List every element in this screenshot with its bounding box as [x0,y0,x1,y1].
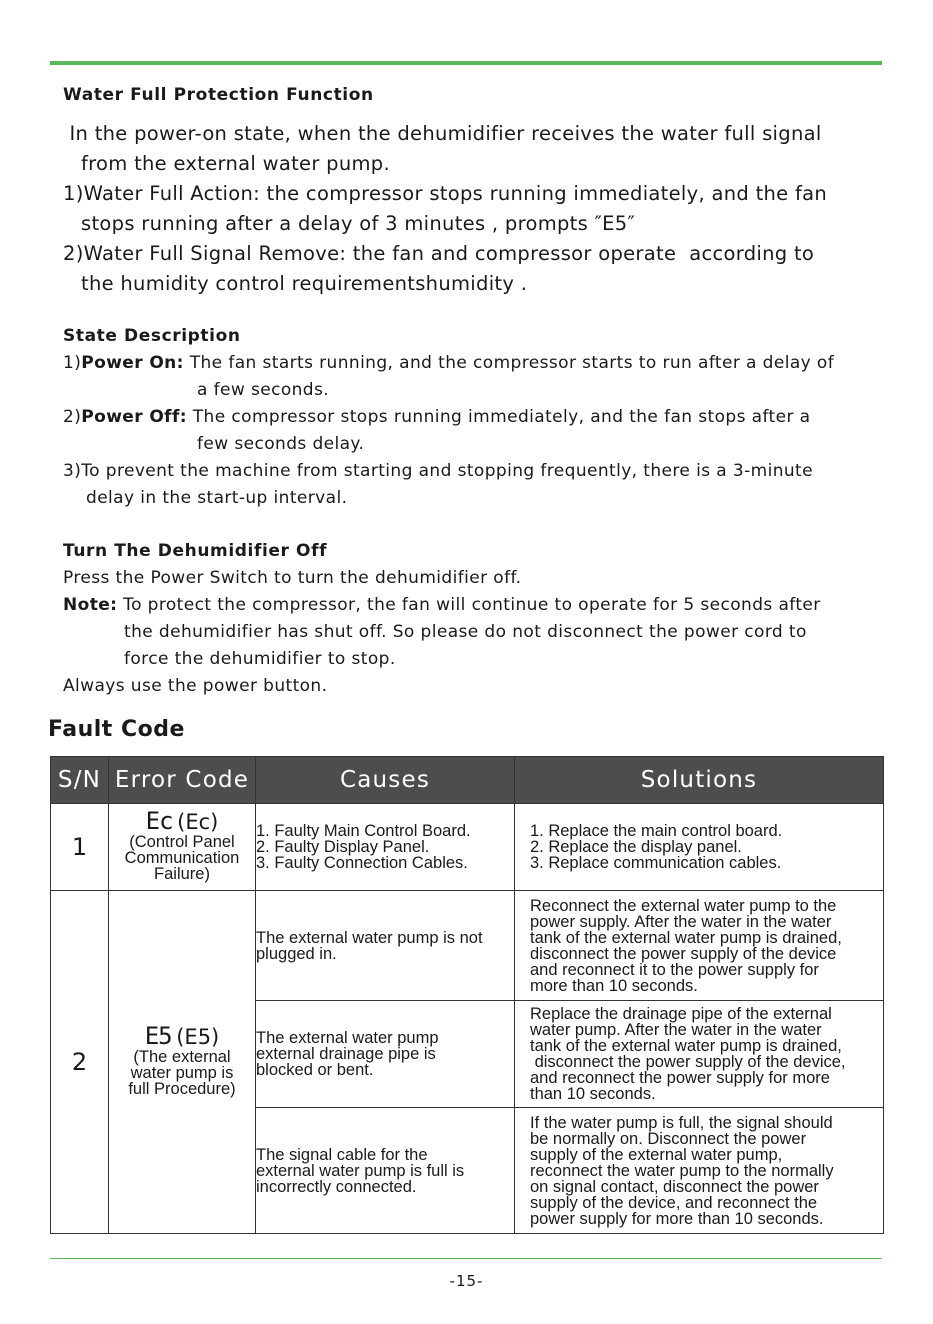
row1-code-desc-2: Communication [124,848,240,867]
state-item3-line1: 3)To prevent the machine from starting and stopping frequently, there is a 3-minute [63,461,813,481]
turn-off-note-line2: the dehumidifier has shut off. So please do not disconnect the power cord to [124,622,807,642]
row1-solution-2: 2. Replace the display panel. [530,838,742,856]
row1-error-code [109,804,256,891]
water-full-intro-1: In the power-on state, when the dehumidifier receives the water full signal [63,122,822,145]
row2-error-code [109,891,256,1234]
header-error-code: Error Code [109,757,256,804]
row2-sub1-cause-2: plugged in. [256,944,337,963]
row1-code-text: (Ec) [177,809,219,834]
row1-cause-3: 3. Faulty Connection Cables. [256,854,468,872]
row2-sub1-sol-2: power supply. After the water in the water [530,912,832,931]
table-row [51,891,884,1001]
row2-sub1-sol-5: and reconnect it to the power supply for [530,960,819,979]
row2-sub1-sol-4: disconnect the power supply of the device [530,944,837,963]
row2-sub3-sol-1: If the water pump is full, the signal should [530,1113,833,1132]
top-accent-bar [50,61,882,65]
row2-sub2-cause-1: The external water pump [256,1029,439,1047]
water-full-title: Water Full Protection Function [63,85,374,105]
fault-code-table [50,756,884,1234]
turn-off-title: Turn The Dehumidifier Off [63,541,328,561]
row2-code-desc-3: full Procedure) [128,1079,236,1098]
row2-sub1-solutions [515,891,884,1001]
row1-segment-display: Ec [145,806,173,835]
water-full-item1-2: stops running after a delay of 3 minutes , prompts ″E5″ [81,212,636,235]
water-full-intro-2: from the external water pump. [81,152,390,175]
row2-sub2-sol-6: than 10 seconds. [530,1085,656,1103]
row1-sn: 1 [51,804,109,891]
row2-sub2-cause-2: external drainage pipe is [256,1045,436,1063]
state-item2-line1 [63,404,811,431]
row2-sub3-cause-2: external water pump is full is [256,1161,465,1180]
row2-sub2-sol-1: Replace the drainage pipe of the external [530,1005,832,1023]
turn-off-note-line3: force the dehumidifier to stop. [124,649,396,669]
row1-code-line [109,806,255,835]
page-number: -15- [449,1272,484,1290]
row2-segment-display: E5 [144,1021,172,1050]
state-item1-line1 [63,350,834,377]
row1-code-desc-3: Failure) [154,864,210,883]
water-full-item2-1: 2)Water Full Signal Remove: the fan and compressor operate according to [63,242,815,265]
row2-sub3-cause-1: The signal cable for the [256,1145,428,1164]
row2-sub1-cause-1: The external water pump is not [256,928,483,947]
state-item2-prefix: 2) [63,407,82,427]
table-row [51,804,884,891]
state-item2-line2: few seconds delay. [197,434,365,454]
row2-sub3-sol-5: on signal contact, disconnect the power [530,1177,819,1196]
header-sn: S/N [51,757,109,804]
state-item2-label: Power Off: [81,407,187,427]
row2-sub3-sol-4: reconnect the water pump to the normally [530,1161,834,1180]
state-item2-text: The compressor stops running immediately, and the fan stops after a [186,407,811,427]
row1-cause-1: 1. Faulty Main Control Board. [256,822,471,840]
bottom-divider [50,1258,882,1259]
row2-sub3-cause-3: incorrectly connected. [256,1177,417,1196]
row2-sub2-cause-3: blocked or bent. [256,1061,374,1079]
row2-sub3-causes [256,1108,515,1234]
row1-cause-2: 2. Faulty Display Panel. [256,838,430,856]
row1-code-desc-1: (Control Panel [129,832,235,851]
row2-sub3-sol-3: supply of the external water pump, [530,1145,783,1164]
state-item1-label: Power On: [81,353,184,373]
row2-sub1-sol-1: Reconnect the external water pump to the [530,896,837,915]
row2-sub3-solutions [515,1108,884,1234]
row2-sub3-sol-6: supply of the device, and reconnect the [530,1193,818,1212]
row2-sub2-sol-5: and reconnect the power supply for more [530,1069,830,1087]
water-full-item2-2: the humidity control requirementshumidity . [81,272,528,295]
row2-code-text: (E5) [176,1024,220,1049]
row1-solution-1: 1. Replace the main control board. [530,822,783,840]
row2-code-desc-2: water pump is [130,1063,234,1082]
note-text-1: To protect the compressor, the fan will continue to operate for 5 seconds after [117,595,821,615]
table-header-row [51,757,884,804]
row2-sub3-sol-7: power supply for more than 10 seconds. [530,1209,824,1228]
state-item1-text: The fan starts running, and the compressor starts to run after a delay of [183,353,835,373]
state-item3-line2: delay in the start-up interval. [86,488,348,508]
row1-causes [256,804,515,891]
header-solutions: Solutions [515,757,884,804]
state-item1-line2: a few seconds. [197,380,330,400]
row2-sub2-solutions [515,1001,884,1108]
state-item1-prefix: 1) [63,353,82,373]
row2-sub2-causes [256,1001,515,1108]
row2-sn: 2 [51,891,109,1234]
row2-sub1-sol-6: more than 10 seconds. [530,976,698,995]
note-label: Note: [63,595,118,615]
state-title: State Description [63,326,241,346]
row2-sub1-causes [256,891,515,1001]
row2-sub2-sol-3: tank of the external water pump is drained, [530,1037,842,1055]
row1-solution-3: 3. Replace communication cables. [530,854,782,872]
turn-off-note-line1 [63,592,821,619]
row2-code-line [109,1021,255,1050]
fault-code-title: Fault Code [48,717,185,742]
turn-off-last-line: Always use the power button. [63,676,328,696]
turn-off-line1: Press the Power Switch to turn the dehumidifier off. [63,568,522,588]
row1-solutions [515,804,884,891]
header-causes: Causes [256,757,515,804]
row2-sub1-sol-3: tank of the external water pump is drained, [530,928,842,947]
water-full-item1-1: 1)Water Full Action: the compressor stops running immediately, and the fan [63,182,828,205]
row2-sub2-sol-4: disconnect the power supply of the device, [530,1053,846,1071]
row2-sub3-sol-2: be normally on. Disconnect the power [530,1129,807,1148]
row2-code-desc-1: (The external [133,1047,231,1066]
row2-sub2-sol-2: water pump. After the water in the water [530,1021,822,1039]
